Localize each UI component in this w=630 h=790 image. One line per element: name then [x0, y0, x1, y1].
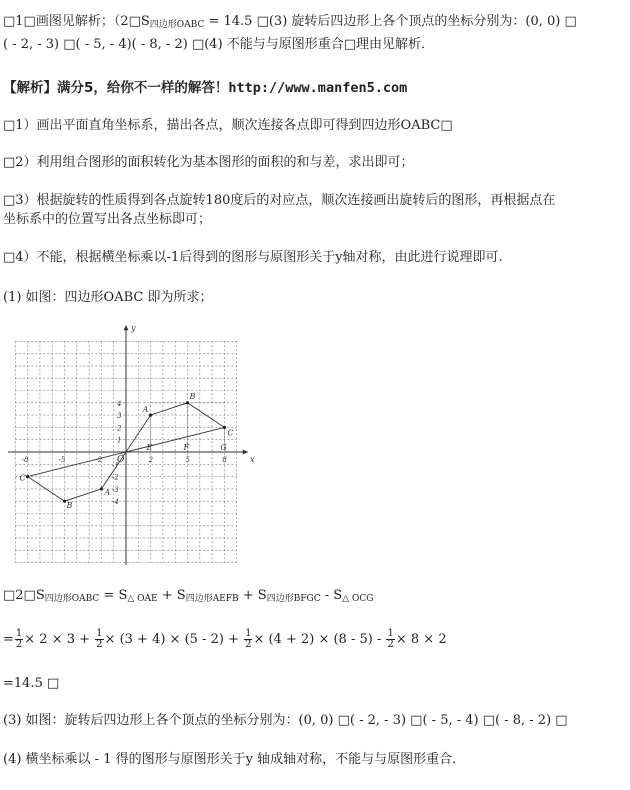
analysis-step-3a: □3）根据旋转的性质得到各点旋转180度后的对应点，顺次连接画出旋转后的图形，再根据点在: [3, 193, 556, 208]
subscript: △ OAE: [127, 594, 158, 604]
point-label-C1: C: [19, 473, 26, 483]
point-label-C: C: [227, 428, 234, 438]
solution-part-4: (4) 横坐标乘以 - 1 得的图形与原图形关于y 轴成轴对称，不能与与原图形重合．: [3, 752, 466, 767]
analysis-title: [3, 80, 407, 96]
y-axis-arrow: [124, 325, 129, 330]
origin-label: O: [117, 455, 125, 465]
area-result: =14.5 □: [3, 676, 60, 691]
point-label-G: G: [220, 443, 227, 452]
subscript: 四边形OABC: [44, 594, 100, 604]
y-tick-label: 1: [117, 436, 122, 445]
answer-text: □1□画图见解析；（2□S: [3, 14, 150, 29]
term: × (3 + 4) × (5 - 2) +: [104, 632, 244, 647]
fraction: [15, 629, 23, 650]
analysis-step-3b: 坐标系中的位置写出各点坐标即可；: [3, 212, 212, 227]
x-tick-label: 2: [148, 456, 154, 464]
point-label-E: E: [146, 443, 153, 452]
subscript: △ OCG: [342, 594, 374, 604]
fraction: [386, 629, 394, 650]
x-tick-label: -5: [58, 456, 66, 464]
answer-line-2: ( - 2, - 3) □( - 5, - 4)( - 8, - 2) □(4) 不能与与原图形重合□理由见解析．: [3, 37, 435, 52]
answer-text: = 14.5 □(3) 旋转后四边形上各个顶点的坐标分别为：(0, 0) □: [204, 14, 577, 29]
term: × (4 + 2) × (8 - 5) -: [253, 632, 386, 647]
point-A: [149, 414, 152, 417]
site-url: http://www.manfen5.com: [228, 80, 408, 96]
analysis-step-1: □1）画出平面直角坐标系，描出各点，顺次连接各点即可得到四边形OABC□: [3, 118, 453, 133]
solution-part-3: (3) 如图：旋转后四边形上各个顶点的坐标分别为：(0, 0) □( - 2, - 3) □( - 5, - 4) □( - 8, - 2) □: [3, 713, 568, 728]
numerator: 1: [96, 628, 103, 639]
fraction: [95, 629, 103, 650]
text: - S: [320, 588, 343, 603]
fraction: [244, 629, 252, 650]
point-label-A: A: [142, 405, 149, 415]
analysis-step-4: □4）不能，根据横坐标乘以-1后得到的图形与原图形关于y轴对称，由此进行说理即可.: [3, 250, 503, 265]
analysis-step-2: □2）利用组合图形的面积转化为基本图形的面积的和与差，求出即可；: [3, 155, 414, 170]
point-C1: [26, 475, 29, 478]
point-label-B1: B: [66, 501, 73, 511]
coordinate-graph: [10, 318, 255, 563]
numerator: 1: [387, 628, 394, 639]
text: = S: [99, 588, 128, 603]
x-axis-arrow: [243, 450, 248, 455]
x-tick-label: 5: [185, 456, 190, 464]
x-tick-label: 8: [222, 456, 227, 464]
y-tick-label: -1: [112, 461, 119, 470]
y-tick-label: -4: [112, 498, 119, 507]
text: □2□S: [3, 588, 45, 603]
text: + S: [157, 588, 186, 603]
x-tick-label: -8: [21, 456, 29, 464]
point-label-F: F: [183, 443, 190, 452]
y-tick-label: 4: [117, 399, 122, 408]
x-tick-label: -2: [95, 456, 103, 464]
point-A1: [100, 487, 103, 490]
x-axis-label: x: [250, 455, 255, 464]
denominator: 2: [15, 639, 23, 650]
point-label-A1: A: [104, 487, 111, 497]
equals: =: [3, 632, 14, 647]
y-tick-label: -2: [112, 473, 119, 482]
answer-line-1: [3, 14, 577, 33]
numerator: 1: [245, 628, 252, 639]
denominator: 2: [245, 639, 252, 650]
y-tick-label: 3: [117, 412, 122, 421]
text: + S: [238, 588, 267, 603]
y-tick-label: 2: [117, 424, 122, 433]
denominator: 2: [387, 639, 394, 650]
term: × 8 × 2: [395, 632, 447, 647]
subscript: 四边形AEFB: [185, 594, 239, 604]
subscript: 四边形OABC: [149, 20, 205, 30]
area-calculation: [3, 628, 447, 652]
denominator: 2: [96, 639, 103, 650]
solution-part-1: (1) 如图：四边形OABC 即为所求；: [3, 290, 213, 305]
solution-part-2: [3, 588, 373, 607]
point-label-B: B: [189, 391, 196, 401]
analysis-heading: 【解析】满分5，给你不一样的解答！: [3, 80, 229, 96]
subscript: 四边形BFGC: [266, 594, 321, 604]
point-C: [223, 426, 226, 429]
numerator: 1: [15, 628, 23, 639]
y-axis-label: y: [131, 323, 136, 333]
y-tick-label: -3: [112, 485, 119, 494]
point-B: [186, 401, 189, 404]
term: × 2 × 3 +: [24, 632, 95, 647]
